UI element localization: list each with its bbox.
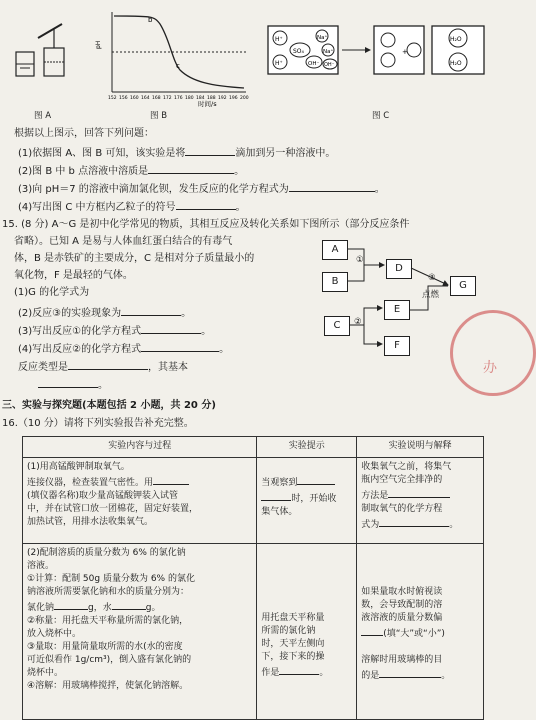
chart-b-tick-label: 188 bbox=[207, 96, 216, 101]
q15-item-2: (3)写出反应①的化学方程式 。 bbox=[18, 323, 211, 339]
row1-explain: 收集氧气之前，将集气 瓶内空气完全排净的 方法是 制取氧气的化学方程 式为 。 bbox=[357, 458, 484, 544]
chart-b-tick-label: 160 bbox=[130, 96, 139, 101]
chart-b-tick-label: 152 bbox=[108, 96, 117, 101]
figure-c-label: 图 C bbox=[372, 111, 390, 121]
header-hint: 实验提示 bbox=[257, 437, 357, 458]
q15-line-2: 体，B 是赤铁矿的主要成分，C 是相对分子质量最小的 bbox=[14, 253, 255, 264]
q14-item-4: (4)写出图 C 中方框内乙粒子的符号 。 bbox=[18, 199, 246, 215]
row1-content: (1)用高锰酸钾制取氧气。 连接仪器，检查装置气密性。用 (填仪器名称)取少量高锰酸钾装入试管 中，并在试管口放一团棉花，固定好装置， 加热试管，用排水法收集氧气。 bbox=[23, 458, 257, 544]
svg-text:H⁺: H⁺ bbox=[275, 60, 283, 67]
chart-b-tick-label: 196 bbox=[229, 96, 238, 101]
node-e: E bbox=[384, 300, 410, 320]
svg-text:c: c bbox=[176, 62, 180, 70]
q15-item-4b: 。 bbox=[38, 377, 108, 393]
chart-b-tick-label: 176 bbox=[174, 96, 183, 101]
node-g: G bbox=[450, 276, 476, 296]
figure-c bbox=[266, 18, 488, 82]
q14-item-3: (3)向 pH＝7 的溶液中滴加氯化钡，发生反应的化学方程式为 。 bbox=[18, 181, 385, 197]
q15-item-4: 反应类型是 ，其基本 bbox=[18, 359, 188, 375]
school-seal: 办 bbox=[450, 310, 536, 396]
q14-item-1: (1)依据图 A、图 B 可知，该实验是将 滴加到另一种溶液中。 bbox=[18, 145, 335, 161]
chart-b-ticks bbox=[108, 95, 249, 101]
svg-text:H₂O: H₂O bbox=[450, 60, 462, 67]
q15-item-1: (2)反应③的实验现象为 。 bbox=[18, 305, 191, 321]
svg-text:H⁺: H⁺ bbox=[275, 36, 283, 43]
figure-a bbox=[14, 18, 74, 80]
q15-line-4: (1)G 的化学式为 bbox=[14, 287, 90, 298]
chart-b-tick-label: 192 bbox=[218, 96, 227, 101]
chart-b-tick-label: 164 bbox=[141, 96, 150, 101]
header-content: 实验内容与过程 bbox=[23, 437, 257, 458]
chart-b-tick-label: 184 bbox=[196, 96, 205, 101]
svg-text:H₂O: H₂O bbox=[450, 36, 462, 43]
svg-text:SO₄: SO₄ bbox=[293, 48, 304, 55]
svg-text:Na⁺: Na⁺ bbox=[323, 49, 334, 55]
chart-b-tick-label: 168 bbox=[152, 96, 161, 101]
node-b: B bbox=[322, 272, 348, 292]
svg-text:b: b bbox=[148, 16, 153, 24]
q16-head: 16.（10 分）请将下列实验报告补充完整。 bbox=[2, 418, 194, 429]
chart-b-tick-label: 172 bbox=[163, 96, 172, 101]
q14-intro: 根据以上图示，回答下列问题： bbox=[14, 128, 154, 139]
arrow-label-2: ② bbox=[354, 317, 362, 327]
svg-text:+: + bbox=[402, 48, 408, 56]
arrow-label-1: ① bbox=[356, 255, 364, 265]
node-d: D bbox=[386, 259, 412, 279]
row1-hint: 当观察到 时，开始收 集气体。 bbox=[257, 458, 357, 544]
chart-b-tick-label: 180 bbox=[185, 96, 194, 101]
q15-line-3: 氧化物，F 是最轻的气体。 bbox=[14, 270, 133, 281]
row2-explain: 如果量取水时俯视读 数，会导致配制的溶 液溶液的质量分数偏 (填“大”或“小”) 溶解时用玻璃棒的目 的是 。 bbox=[357, 544, 484, 720]
figure-a-label: 图 A bbox=[34, 111, 52, 121]
chart-b-tick-label: 156 bbox=[119, 96, 128, 101]
svg-text:Na⁺: Na⁺ bbox=[317, 35, 328, 41]
section-3-title: 三、实验与探究题(本题包括 2 小题，共 20 分) bbox=[2, 400, 216, 411]
header-explain: 实验说明与解释 bbox=[357, 437, 484, 458]
q15-line-1: 省略）。已知 A 是易与人体血红蛋白结合的有毒气 bbox=[14, 236, 233, 247]
chart-b-yaxis: pH bbox=[95, 40, 102, 49]
node-c: C bbox=[324, 316, 350, 336]
figure-b-chart bbox=[92, 8, 250, 108]
chart-b-tick-label: 200 bbox=[240, 96, 249, 101]
arrow-label-ignite: 点燃 bbox=[422, 290, 440, 300]
chart-b-xlabel: 时间/s bbox=[198, 100, 217, 108]
q15-head: 15. (8 分) A～G 是初中化学常见的物质，其相互反应及转化关系如下图所示（部分反应条件 bbox=[2, 219, 410, 230]
arrow-label-3: ③ bbox=[428, 273, 436, 283]
svg-text:OH⁻: OH⁻ bbox=[324, 62, 335, 68]
q15-item-3: (4)写出反应②的化学方程式 。 bbox=[18, 341, 229, 357]
row2-content: (2)配制溶质的质量分数为 6% 的氯化钠 溶液。 ①计算：配制 50g 质量分数为 6% 的氯化 钠溶液所需要氯化钠和水的质量分别为： 氯化钠 g，水 g。 ②称量：用托盘天平称量所需的氯化钠， 放入烧杯中。 ③量取：用量筒量取所需的水(水的密度 可近似看作 1g/cm³)，倒入盛有氯化钠的 烧杯中。 ④溶解：用玻璃棒搅拌，使氯化钠溶解。 bbox=[23, 544, 257, 720]
q14-item-2: (2)图 B 中 b 点溶液中溶质是 。 bbox=[18, 163, 244, 179]
node-a: A bbox=[322, 240, 348, 260]
node-f: F bbox=[384, 336, 410, 356]
svg-text:OH⁻: OH⁻ bbox=[308, 61, 320, 67]
figure-b-label: 图 B bbox=[150, 111, 168, 121]
experiment-table bbox=[22, 436, 484, 720]
row2-hint: 用托盘天平称量 所需的氯化钠 时，天平左侧向 下，接下来的操 作是 。 bbox=[257, 544, 357, 720]
